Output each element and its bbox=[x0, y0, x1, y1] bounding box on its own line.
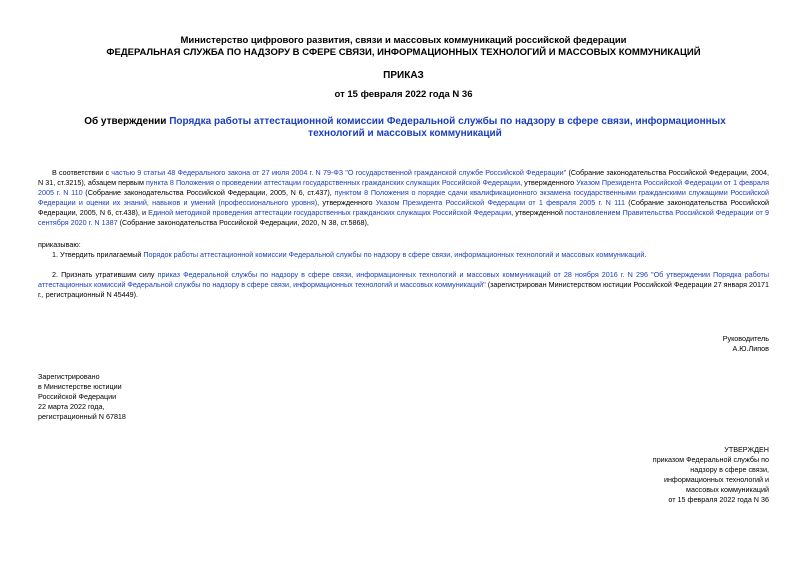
registration-date: 22 марта 2022 года, bbox=[38, 402, 105, 411]
preamble-text: (Собрание законодательства Российской Федерации, 2004, N 31, ст.3215), абзацем первым bbox=[38, 168, 769, 187]
subject-link[interactable]: Порядка работы аттестационной комиссии Федеральной службы по надзору в сфере связи, информационных технологий и массовых коммуникаций bbox=[169, 116, 726, 139]
approval-line: информационных технологий и bbox=[663, 475, 769, 484]
item-text: . bbox=[644, 250, 647, 259]
registration-number: регистрационный N 67818 bbox=[38, 412, 126, 421]
order-item-2 bbox=[38, 270, 769, 300]
order-item-1 bbox=[38, 250, 769, 260]
document-type: ПРИКАЗ bbox=[383, 70, 424, 81]
registration-line: Российской Федерации bbox=[38, 392, 117, 401]
attestation-regulation-link[interactable]: пункта 8 Положения о проведении аттестации государственных гражданских служащих Российской Федерации bbox=[145, 178, 521, 187]
signature-block bbox=[723, 334, 769, 354]
service-name: ФЕДЕРАЛЬНАЯ СЛУЖБА ПО НАДЗОРУ В СФЕРЕ СВЯЗИ, ИНФОРМАЦИОННЫХ ТЕХНОЛОГИЙ И МАССОВЫХ КОММУНИКАЦИЙ bbox=[106, 47, 701, 58]
item-text: 2. Признать утратившим силу bbox=[52, 270, 158, 279]
preamble-text: , утвержденной bbox=[511, 208, 566, 217]
preamble-text: , утвержденного bbox=[317, 198, 376, 207]
registration-line: в Министерстве юстиции bbox=[38, 382, 122, 391]
item-text: (зарегистрирован Министерством юстиции Российской Федерации 27 января 20171 г., регистрационный N 45449). bbox=[38, 280, 769, 299]
decree-110-link[interactable]: Указом Президента Российской Федерации от 1 февраля 2005 г. N 110 bbox=[38, 178, 769, 197]
registration-line: Зарегистрировано bbox=[38, 372, 100, 381]
law-79fz-link[interactable]: частью 9 статьи 48 Федерального закона от 27 июля 2004 г. N 79-ФЗ "О государственной гражданской службе Российской Федерации" bbox=[111, 168, 567, 177]
item-text: 1. Утвердить прилагаемый bbox=[52, 250, 144, 259]
preamble-text: , утвержденного bbox=[520, 178, 577, 187]
order-word: приказываю: bbox=[38, 240, 81, 249]
preamble-paragraph bbox=[38, 168, 769, 228]
resolution-1387-link[interactable]: постановлением Правительства Российской Федерации от 9 сентября 2020 г. N 1387 bbox=[38, 208, 769, 227]
approval-heading: УТВЕРЖДЕН bbox=[724, 445, 769, 454]
preamble-text: В соответствии с bbox=[52, 168, 112, 177]
subject-prefix: Об утверждении bbox=[84, 116, 170, 127]
approval-line: массовых коммуникаций bbox=[686, 485, 769, 494]
preamble-text: (Собрание законодательства Российской Федерации, 2005, N 6, ст.437), bbox=[82, 188, 335, 197]
approval-block bbox=[639, 445, 769, 505]
document-subject bbox=[60, 116, 750, 140]
signatory-name: А.Ю.Липов bbox=[732, 344, 769, 353]
approval-date: от 15 февраля 2022 года N 36 bbox=[668, 495, 769, 504]
ministry-name: Министерство цифрового развития, связи и массовых коммуникаций российской федерации bbox=[180, 35, 627, 46]
preamble-text: (Собрание законодательства Российской Федерации, 2005, N 6, ст.438), и bbox=[38, 198, 769, 217]
repealed-order-link[interactable]: приказ Федеральной службы по надзору в сфере связи, информационных технологий и массовых коммуникаций от 28 ноября 2016 г. N 296 "Об утверждении Порядка работы аттестационных комиссий Федеральной службы по надзору в сфере связи, информационных технологий и массовых коммуникаций" bbox=[38, 270, 769, 289]
signatory-role: Руководитель bbox=[722, 334, 769, 343]
document-date: от 15 февраля 2022 года N 36 bbox=[334, 89, 473, 100]
exam-regulation-link[interactable]: пунктом 8 Положения о порядке сдачи квалификационного экзамена государственными гражданскими служащими Российской Федерации и оценки их знаний, навыков и умений (профессионального уровня) bbox=[38, 188, 770, 207]
approval-line: надзору в сфере связи, bbox=[690, 465, 769, 474]
decree-111-link[interactable]: Указом Президента Российской Федерации от 1 февраля 2005 г. N 111 bbox=[375, 198, 625, 207]
unified-methodology-link[interactable]: Единой методикой проведения аттестации государственных гражданских служащих Российской Федерации bbox=[148, 208, 512, 217]
preamble-text: (Собрание законодательства Российской Федерации, 2020, N 38, ст.5868), bbox=[117, 218, 369, 227]
procedure-link[interactable]: Порядок работы аттестационной комиссии Федеральной службы по надзору в сфере связи, информационных технологий и массовых коммуникаций bbox=[143, 250, 645, 259]
approval-line: приказом Федеральной службы по bbox=[652, 455, 769, 464]
registration-block bbox=[38, 372, 126, 422]
